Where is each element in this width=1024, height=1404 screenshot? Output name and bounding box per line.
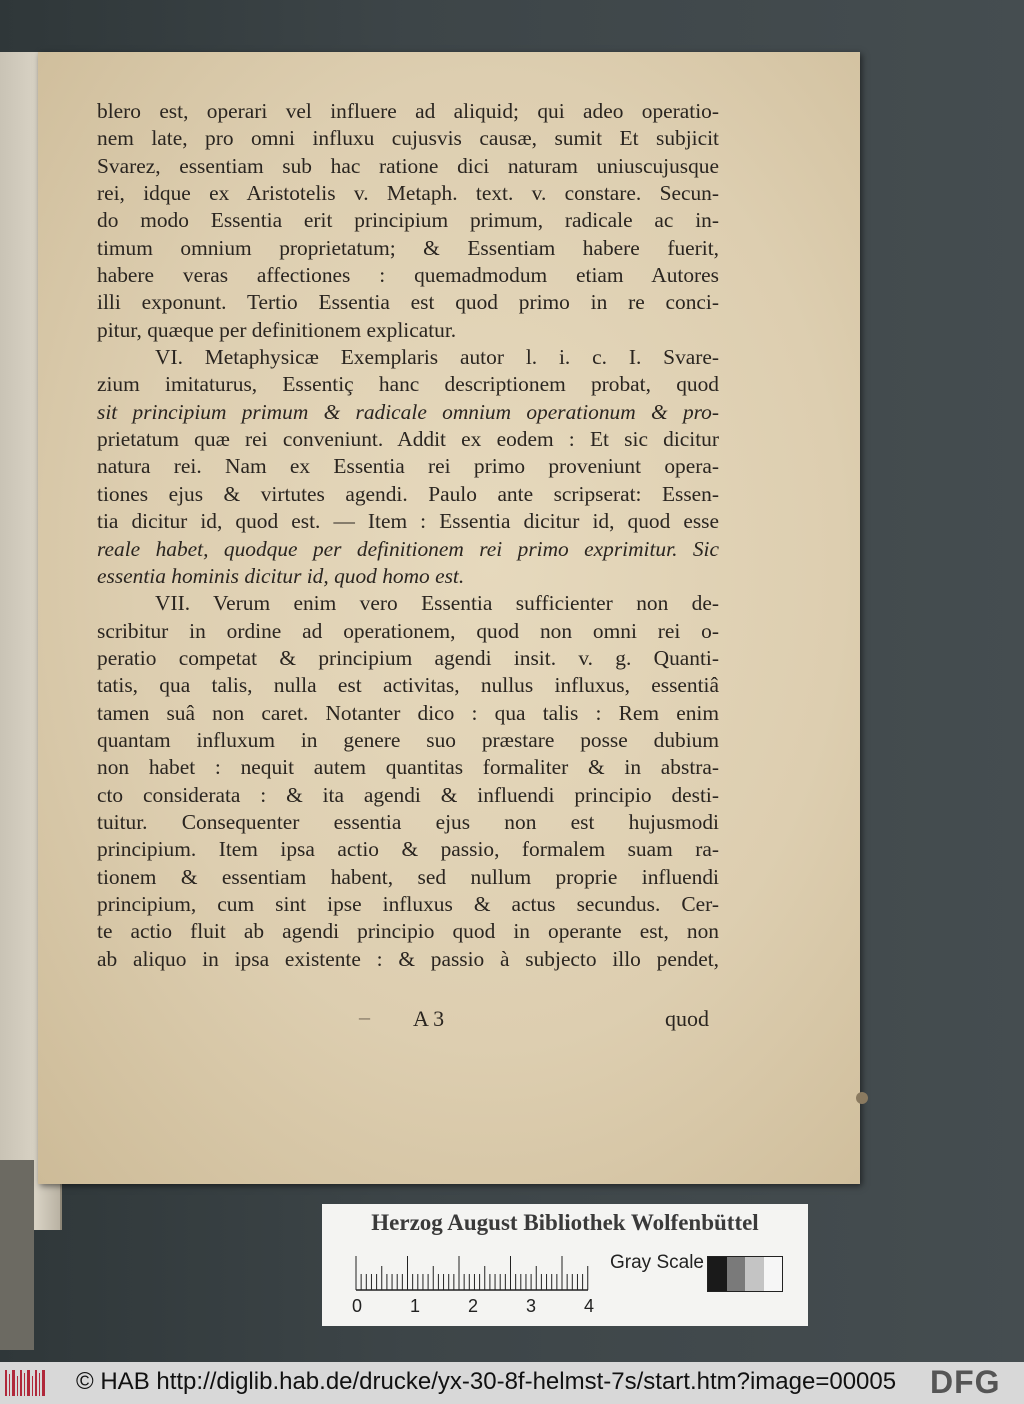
text-line: VI. Metaphysicæ Exemplaris autor l. i. c. I. Svare- (155, 345, 719, 370)
gray-black (708, 1257, 727, 1291)
text-line: VII. Verum enim vero Essentia sufficienter non de- (155, 591, 719, 616)
page-footer (97, 1006, 719, 1036)
text-line: sit principium primum & radicale omnium operationum & pro- (97, 399, 719, 424)
ruler-number: 3 (526, 1296, 537, 1316)
gray-light (745, 1257, 764, 1291)
ruler-number: 0 (352, 1296, 363, 1316)
text-line: pitur, quæque per definitionem explicatur. (97, 317, 457, 342)
signature-mark: A 3 (413, 1006, 445, 1031)
text-line: timum omnium proprietatum; & Essentiam habere fuerit, (97, 235, 719, 260)
text-line: principium, cum sint ipse influxus & actus secundus. Cer- (97, 891, 719, 916)
text-line: quantam influxum in genere suo præstare posse dubium (97, 727, 719, 752)
text-line: illi exponunt. Tertio Essentia est quod primo in re conci- (97, 290, 719, 315)
ruler-number: 4 (584, 1296, 595, 1316)
text-line: reale habet, quodque per definitionem rei primo exprimitur. Sic (97, 536, 719, 561)
text-line: Svarez, essentiam sub hac ratione dici naturam uniuscujusque (97, 153, 719, 178)
text-line: rei, idque ex Aristotelis v. Metaph. text. v. constare. Secun- (97, 181, 719, 206)
text-line: natura rei. Nam ex Essentia rei primo proveniunt opera- (97, 454, 719, 479)
page-text (97, 98, 719, 973)
text-line: tia dicitur id, quod est. — Item : Essentia dicitur id, quod esse (97, 509, 719, 534)
text-line: essentia hominis dicitur id, quod homo est. (97, 563, 465, 588)
text-line: tamen suâ non caret. Notanter dico : qua talis : Rem enim (97, 700, 719, 725)
text-line: tiones ejus & virtutes agendi. Paulo ante scripserat: Essen- (97, 481, 719, 506)
gray-white (764, 1257, 783, 1291)
viewer-footer-bar (0, 1362, 1024, 1404)
gray-mid (727, 1257, 746, 1291)
text-line: ab aliquo in ipsa existente : & passio à subjecto illo pendet, (97, 946, 719, 971)
barcode-icon (4, 1368, 48, 1398)
color-scale-card (322, 1204, 808, 1326)
footer-dash: – (359, 1004, 370, 1029)
text-line: blero est, operari vel influere ad aliquid; qui adeo operatio- (97, 99, 719, 123)
text-line: peratio competat & principium agendi insit. v. g. Quanti- (97, 645, 719, 670)
text-line: nem late, pro omni influxu cujusvis causæ, sumit Et subjicit (97, 126, 719, 151)
ruler-number: 1 (410, 1296, 421, 1316)
text-line: zium imitaturus, Essentiç hanc descriptionem probat, quod (97, 372, 719, 397)
source-url-link[interactable]: © HAB http://diglib.hab.de/drucke/yx-30-8f-helmst-7s/start.htm?image=00005 (76, 1368, 897, 1395)
book-cover-edge (0, 1160, 34, 1350)
page-stain (856, 1092, 868, 1104)
gray-scale-swatch (707, 1256, 783, 1292)
text-line: cto considerata : & ita agendi & influendi principio desti- (97, 782, 719, 807)
dfg-logo: DFG (930, 1364, 1001, 1400)
text-line: habere veras affectiones : quemadmodum etiam Autores (97, 263, 719, 288)
text-line: tionem & essentiam habent, sed nullum proprie influendi (97, 864, 719, 889)
gray-scale-label: Gray Scale (610, 1252, 704, 1273)
text-line: non habet : nequit autem quantitas formaliter & in abstra- (97, 755, 719, 780)
library-name: Herzog August Bibliothek Wolfenbüttel (371, 1210, 759, 1235)
text-line: tatis, qua talis, nulla est activitas, nullus influxus, essentiâ (97, 673, 719, 698)
catchword: quod (665, 1006, 709, 1031)
text-line: prietatum quæ rei conveniunt. Addit ex eodem : Et sic dicitur (97, 427, 719, 452)
text-line: principium. Item ipsa actio & passio, formalem suam ra- (97, 837, 719, 862)
text-line: do modo Essentia erit principium primum, radicale ac in- (97, 208, 719, 233)
text-line: scribitur in ordine ad operationem, quod non omni rei o- (97, 618, 719, 643)
text-line: te actio fluit ab agendi principio quod in operante est, non (97, 919, 719, 944)
ruler-scale (352, 1250, 597, 1300)
ruler-number: 2 (468, 1296, 479, 1316)
text-line: tuitur. Consequenter essentia ejus non est hujusmodi (97, 809, 719, 834)
